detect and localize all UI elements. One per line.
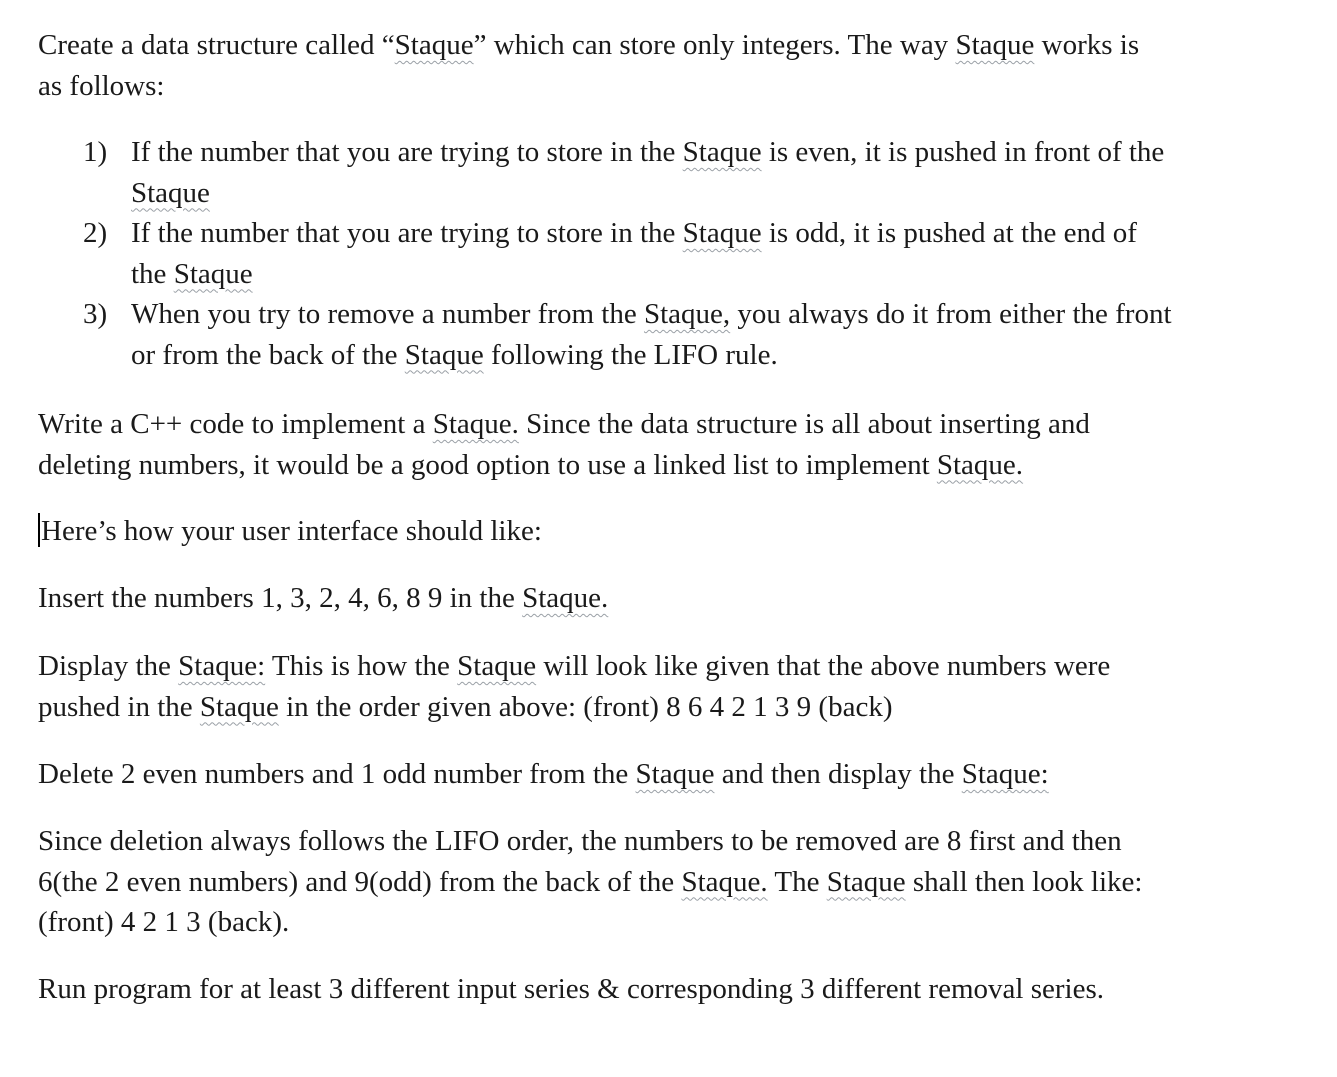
text-run: you always do it from either the front — [730, 298, 1172, 330]
spellcheck-word: Staque — [394, 29, 474, 61]
text-run: deleting numbers, it would be a good option to use a linked list to implement — [38, 448, 937, 481]
list-item — [83, 132, 1313, 213]
text-run: and then display the — [714, 758, 962, 790]
spellcheck-word: Staque — [682, 217, 762, 249]
write-paragraph — [38, 404, 1298, 485]
spellcheck-word: Staque. — [522, 582, 609, 614]
spellcheck-word: Staque — [199, 690, 279, 723]
spellcheck-word: Staque. — [936, 448, 1024, 481]
run-paragraph — [38, 969, 1298, 1010]
list-item — [83, 213, 1313, 294]
text-run: Run program for at least 3 different input series & corresponding 3 different removal series. — [38, 973, 1104, 1005]
text-cursor — [38, 513, 40, 547]
intro-paragraph — [38, 25, 1298, 106]
delete-paragraph — [38, 754, 1298, 795]
spellcheck-word: Staque — [131, 176, 210, 209]
text-run: works is — [1034, 29, 1140, 61]
text-run: 6(the 2 even numbers) and 9(odd) from the back of the — [38, 865, 682, 898]
spellcheck-word: Staque — [457, 650, 537, 682]
text-run: Write a C++ code to implement a — [38, 408, 433, 440]
display-paragraph — [38, 646, 1298, 727]
text-run: following the LIFO rule. — [483, 338, 778, 371]
text-run: When you try to remove a number from the — [131, 298, 644, 330]
spellcheck-word: Staque — [955, 29, 1035, 61]
text-run: is odd, it is pushed at the end of — [761, 217, 1137, 249]
spellcheck-word: Staque — [682, 136, 762, 168]
spellcheck-word: Staque. — [432, 408, 519, 440]
spellcheck-word: Staque — [635, 758, 715, 790]
text-run: Insert the numbers 1, 3, 2, 4, 6, 8 9 in the — [38, 582, 523, 614]
text-run: The — [767, 865, 827, 898]
spellcheck-word: Staque: — [961, 758, 1049, 790]
text-run: as follows: — [38, 69, 165, 102]
text-run: ” which can store only integers. The way — [473, 29, 956, 61]
list-number: 3) — [83, 298, 108, 330]
spellcheck-word: Staque, — [643, 298, 731, 330]
text-run: pushed in the — [38, 690, 200, 723]
text-run: will look like given that the above numbers were — [536, 650, 1111, 682]
list-item — [83, 294, 1313, 375]
list-number: 1) — [83, 136, 108, 168]
rules-list — [83, 132, 1313, 375]
text-run: in the order given above: (front) 8 6 4 2 1 3 9 (back) — [278, 690, 893, 723]
text-run: shall then look like: — [905, 865, 1143, 898]
spellcheck-word: Staque: — [178, 650, 266, 682]
text-run: If the number that you are trying to store in the — [131, 136, 683, 168]
insert-paragraph — [38, 578, 1298, 619]
text-run: or from the back of the — [131, 338, 405, 371]
list-number: 2) — [83, 217, 108, 249]
spellcheck-word: Staque — [173, 257, 253, 290]
text-run: If the number that you are trying to store in the — [131, 217, 683, 249]
text-run: is even, it is pushed in front of the — [761, 136, 1165, 168]
text-run: Since deletion always follows the LIFO order, the numbers to be removed are 8 first and then — [38, 825, 1122, 857]
text-run: (front) 4 2 1 3 (back). — [38, 906, 290, 938]
text-run: Create a data structure called “ — [38, 29, 395, 61]
spellcheck-word: Staque. — [681, 865, 768, 898]
text-run: Display the — [38, 650, 179, 682]
spellcheck-word: Staque — [826, 865, 906, 898]
text-run: Since the data structure is all about inserting and — [518, 408, 1090, 440]
spellcheck-word: Staque — [404, 338, 484, 371]
since-paragraph — [38, 821, 1298, 943]
text-run: Delete 2 even numbers and 1 odd number from the — [38, 758, 636, 790]
ui-heading-paragraph[interactable] — [38, 511, 1298, 552]
text-run: This is how the — [265, 650, 458, 682]
text-run: the — [131, 257, 174, 290]
text-run: Here’s how your user interface should like: — [41, 515, 542, 547]
